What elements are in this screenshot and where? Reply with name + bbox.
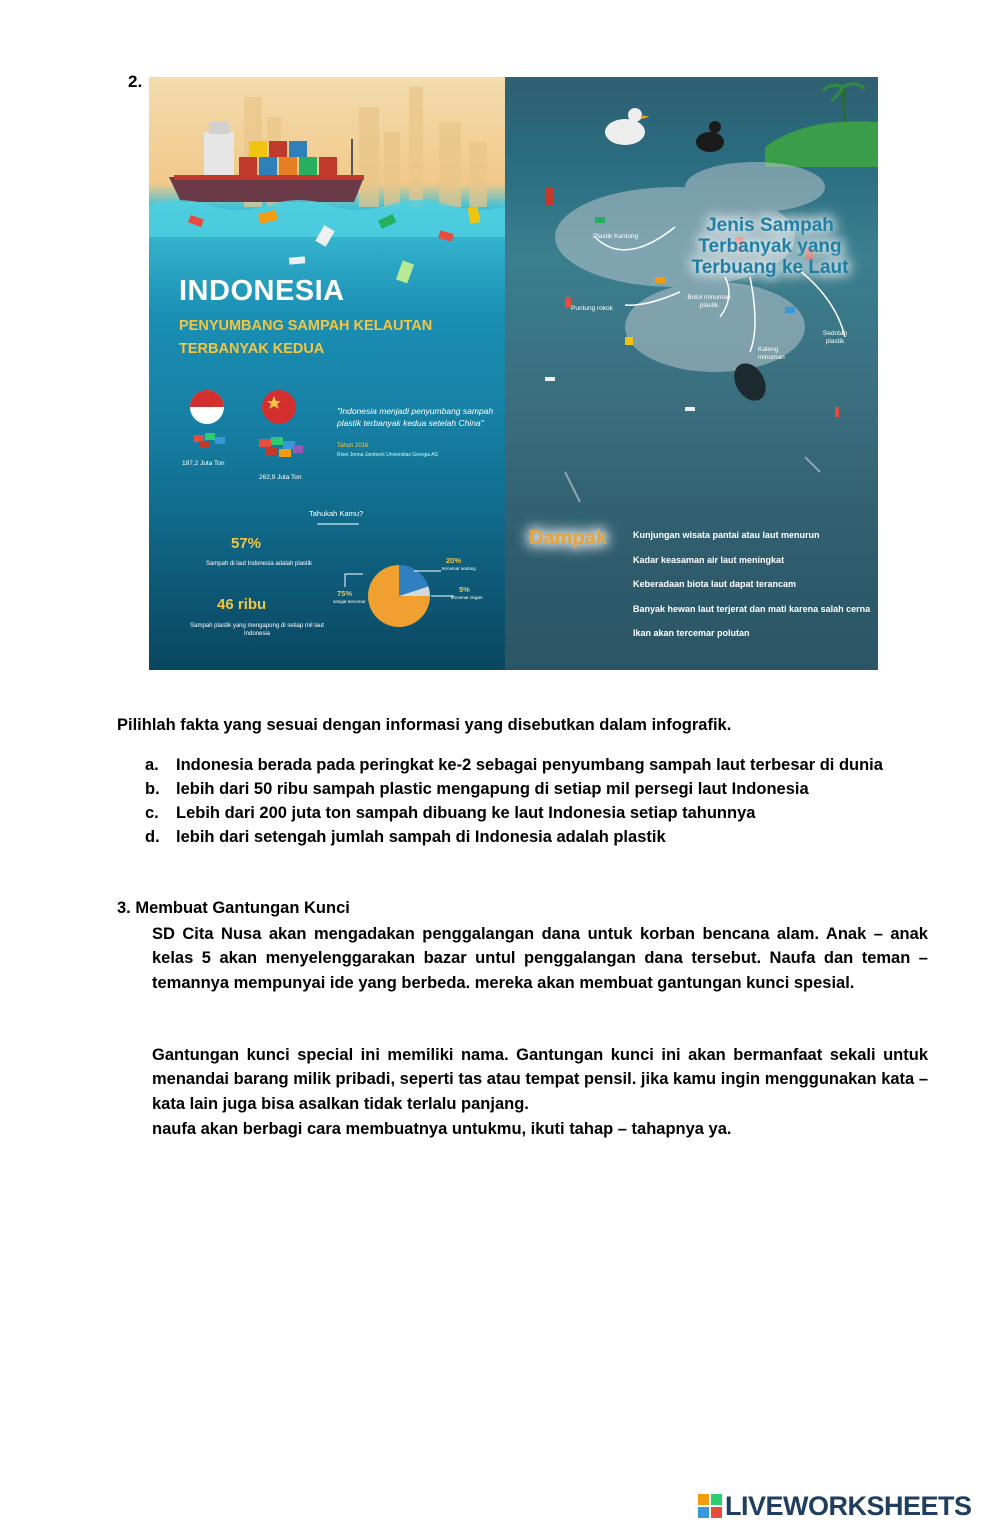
pie-label-75: 75% [337,589,353,598]
answer-options [145,753,935,849]
option-text: lebih dari 50 ribu sampah plastic mengapung di setiap mil persegi laut Indonesia [176,780,809,798]
impact-item: Keberadaan biota laut dapat terancam [633,579,797,589]
china-flag-icon [262,390,296,424]
stat-plastic-desc: Sampah di laut Indonesia adalah plastik [205,561,313,567]
china-tons: 262,9 Juta Ton [259,474,302,481]
pie-label-20-desc: tercemar sedang [442,566,476,571]
pie-label-20: 20% [446,556,462,565]
impact-item: Ikan akan tercemar polutan [633,628,750,638]
impact-item: Kadar keasaman air laut meningkat [633,555,785,565]
label-cigarette: Puntung rokok [571,305,613,312]
ship-scene [149,77,505,670]
option-b[interactable] [145,777,935,801]
question-prompt: Pilihlah fakta yang sesuai dengan informasi yang disebutkan dalam infografik. [117,716,732,734]
option-letter: d. [145,828,160,846]
option-text: Lebih dari 200 juta ton sampah dibuang ke laut Indonesia setiap tahunnya [176,804,756,822]
pollution-pie-chart [368,565,430,627]
island [765,121,878,167]
quote-source: Riset Jenna Jambeck Universitas Georgia AS [337,452,438,458]
indonesia-flag-icon [190,390,224,424]
brand-name: LIVEWORKSHEETS [725,1490,972,1521]
pie-label-5: 5% [459,585,470,594]
section-3-paragraph-2: Gantungan kunci special ini memiliki nama. Gantungan kunci ini akan bermanfaat sekali untuk menandai barang milik pribadi, seperti tas atau tempat pensil. jika kamu ingin menggunakan kata – kata lain juga bisa asalkan tidak terlalu panjang. [152,1046,928,1113]
option-text: Indonesia berada pada peringkat ke-2 sebagai penyumbang sampah laut terbesar di dunia [176,756,883,774]
question-number: 2. [128,72,143,91]
pie-label-75-desc: sangat tercemar [333,599,366,604]
option-letter: c. [145,804,159,822]
stat-floating-count: 46 ribu [217,596,267,613]
trash-pile-indonesia [194,433,225,448]
trash-pile-china [259,437,303,457]
label-straw: Sedotan plastik [822,330,848,345]
seagull-icon [605,108,650,145]
option-c[interactable] [145,801,935,825]
option-text: lebih dari setengah jumlah sampah di Indonesia adalah plastik [176,828,666,846]
label-plastic-bag: Plastik Kantong [593,233,639,240]
stat-plastic-percent: 57% [231,535,262,552]
section-3-paragraph-3: naufa akan berbagi cara membuatnya untukmu, ikuti tahap – tahapnya ya. [152,1120,732,1138]
trash-types-title: Jenis Sampah Terbanyak yang Terbuang ke Laut [691,215,849,278]
option-d[interactable] [145,825,935,849]
impact-item: Kunjungan wisata pantai atau laut menurun [633,530,820,540]
pie-label-5-desc: tercemar ringan [451,595,483,600]
research-quote: "Indonesia menjadi penyumbang sampah plastik terbanyak kedua setelah China" [337,406,494,428]
impact-item: Banyak hewan laut terjerat dan mati karena salah cerna [633,604,871,614]
option-a[interactable] [145,753,935,777]
infographic-left-panel [149,77,505,670]
infographic-image [149,77,878,670]
impact-title: Dampak [529,527,607,549]
infographic-title: INDONESIA [179,275,345,307]
infographic-subtitle: PENYUMBANG SAMPAH KELAUTAN TERBANYAK KEDUA [179,318,433,357]
label-bottle: Botol minuman plastik [687,294,731,309]
liveworksheets-logo[interactable] [698,1488,972,1524]
bird-icon [696,121,724,152]
indonesia-tons: 187,2 Juta Ton [182,460,225,467]
option-letter: b. [145,780,160,798]
option-letter: a. [145,756,159,774]
stat-floating-desc: Sampah plastik yang mengapung di setiap mil laut Indonesia [190,623,324,637]
cargo-ship [169,122,364,202]
did-you-know: Tahukah Kamu? [309,509,364,518]
quote-year: Tahun 2016 [337,443,369,449]
liveworksheets-logo-icon [698,1494,722,1518]
section-3-paragraph-1: SD Cita Nusa akan mengadakan penggalangan dana untuk korban bencana alam. Anak – anak kelas 5 akan menyelenggarakan bazar untul penggalangan dana tersebut. Naufa dan teman – temannya mempunyai ide yang berbeda. mereka akan membuat gantungan kunci spesial. [152,925,928,992]
section-3-title: 3. Membuat Gantungan Kunci [117,899,350,917]
label-can: Kaleng minuman [758,346,785,361]
